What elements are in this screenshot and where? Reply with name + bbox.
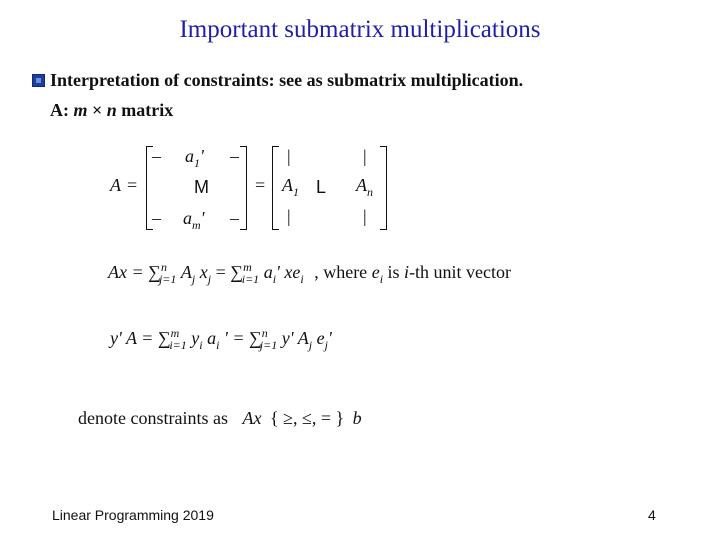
matrix-equals-2: = (255, 175, 266, 195)
matrix-equals-1: = (127, 175, 138, 195)
matrix-word: matrix (121, 100, 174, 120)
right-bracket-2 (380, 146, 387, 230)
footer-course: Linear Programming 2019 (52, 507, 214, 523)
row1-dash-left: – (152, 146, 161, 166)
rows-symbol: m (73, 100, 88, 120)
rowm-dash-left: – (152, 208, 161, 228)
equation-ax: Ax = ∑$^n_{j=1}$ $A_j$ $x_j = \sum^m_{i=1}$ $a_i'$ $xe_i$ , where $e_i$ is i-th unit vector (108, 260, 512, 286)
equation-ya: y' A = ∑$^m_{i=1}$ $y_i$ $a_i$ ' = ∑$^n_{j=1}$ y' $A_j$ $e_j'$ (110, 326, 332, 352)
row1-vector: $a_1'$ (185, 146, 204, 170)
cols-symbol: n (106, 100, 117, 120)
right-bracket-1 (240, 146, 247, 230)
coln-vector: $A_n$ (356, 175, 373, 199)
row1-dash-right: – (230, 146, 239, 166)
left-bracket-2 (272, 146, 279, 230)
rowm-dash-right: – (230, 208, 239, 228)
constraints-line: denote constraints as Ax { ≥, ≤, = } b (78, 408, 362, 428)
col1-vector: $A_1$ (282, 175, 299, 199)
horizontal-dots-symbol: L (316, 177, 327, 197)
vertical-dots-symbol: M (194, 177, 209, 197)
coln-bar-top: | (363, 146, 367, 166)
slide-title: Important submatrix multiplications (179, 16, 541, 43)
times-symbol: × (92, 100, 103, 120)
matrix-lhs: A (110, 175, 121, 195)
col1-bar-bottom: | (287, 206, 291, 226)
page-number: 4 (648, 507, 656, 523)
coln-bar-bottom: | (363, 206, 367, 226)
rowm-vector: $a_m'$ (183, 208, 205, 232)
square-bullet-icon (32, 74, 45, 87)
col1-bar-top: | (287, 146, 291, 166)
matrix-dimension-text (50, 100, 173, 121)
matrix-label: A: (50, 100, 69, 120)
bullet-text: Interpretation of constraints: see as submatrix multiplication. (50, 70, 524, 90)
